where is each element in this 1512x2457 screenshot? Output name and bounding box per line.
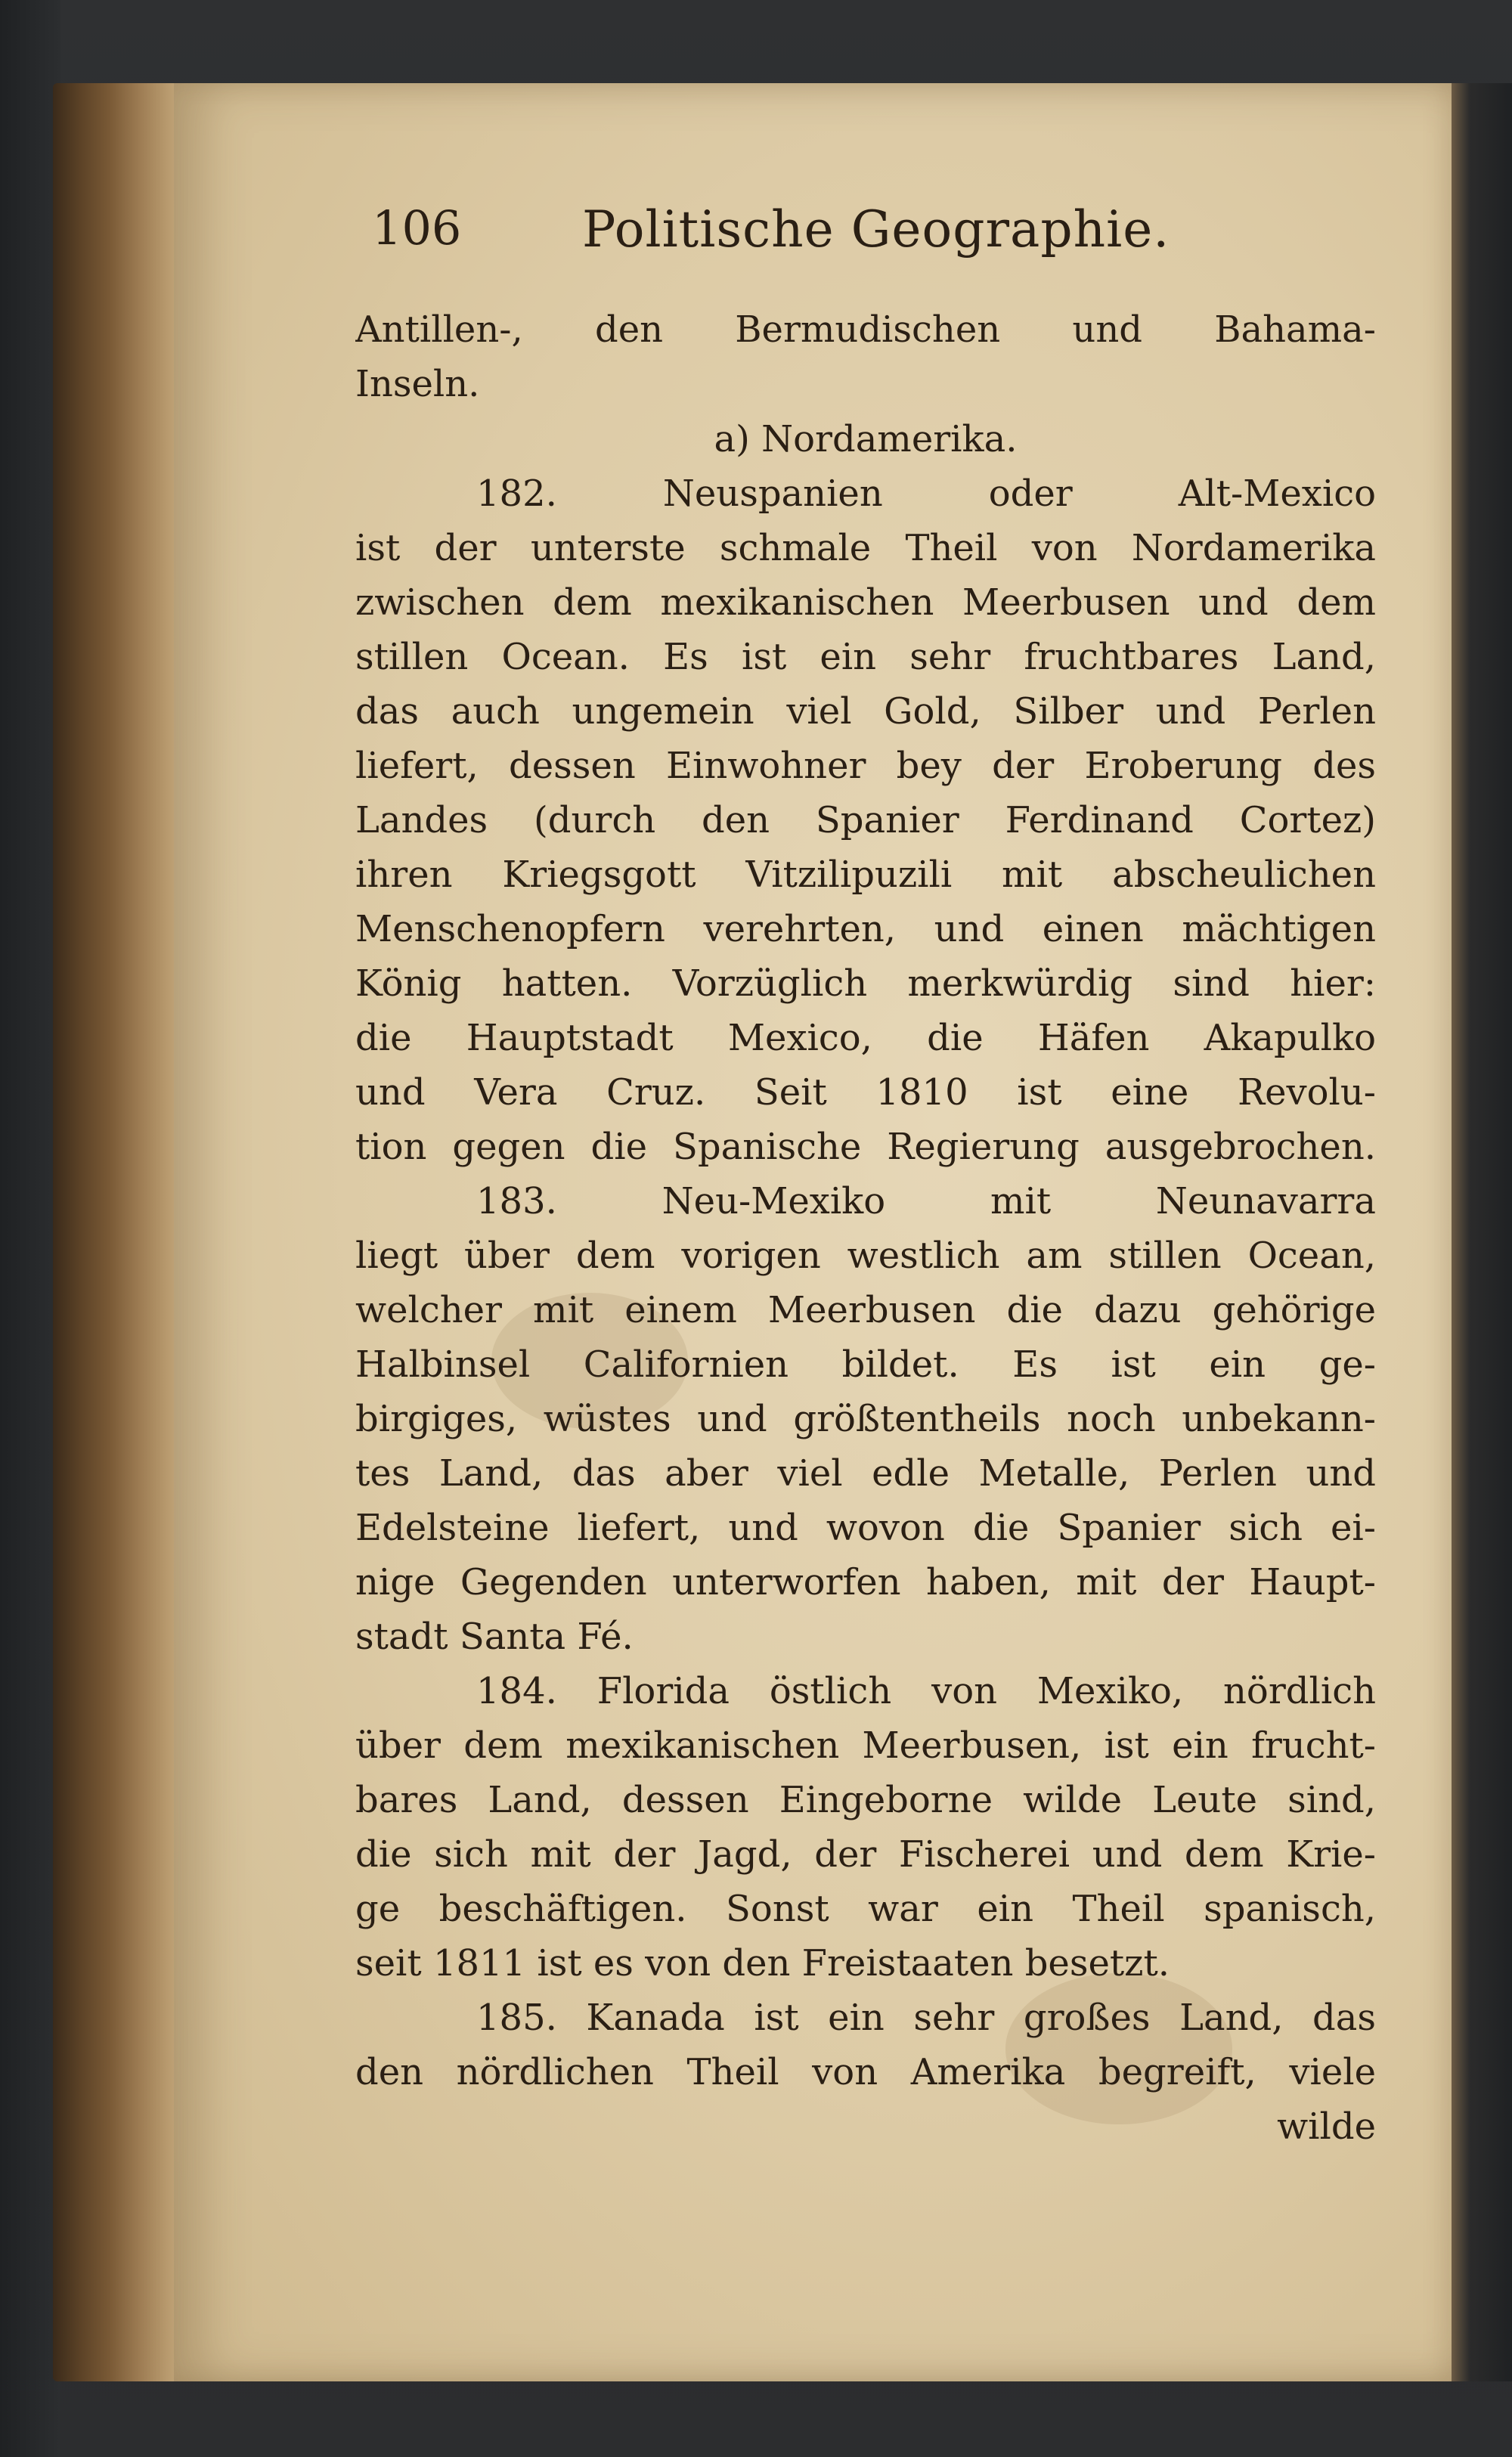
text-line: Antillen-, den Bermudischen und Bahama- [355, 308, 1376, 351]
text-line: über dem mexikanischen Meerbusen, ist ein frucht- [355, 1724, 1376, 1767]
text-line: das auch ungemein viel Gold, Silber und Perlen [355, 690, 1376, 733]
text-line: bares Land, dessen Eingeborne wilde Leute sind, [355, 1779, 1376, 1821]
page-number: 106 [372, 200, 462, 256]
text-line: Menschenopfern verehrten, und einen mächtigen [355, 908, 1376, 950]
text-line: 184. Florida östlich von Mexiko, nördlich [476, 1670, 1376, 1712]
text-line: birgiges, wüstes und größtentheils noch unbekann- [355, 1398, 1376, 1440]
text-line: die sich mit der Jagd, der Fischerei und dem Krie- [355, 1833, 1376, 1876]
text-line: die Hauptstadt Mexico, die Häfen Akapulko [355, 1017, 1376, 1059]
book-cover-edge [0, 0, 60, 2457]
text-line: tes Land, das aber viel edle Metalle, Perlen und [355, 1452, 1376, 1495]
running-title: Politische Geographie. [582, 200, 1170, 259]
text-line: König hatten. Vorzüglich merkwürdig sind hier: [355, 962, 1376, 1005]
page-header [355, 200, 1376, 284]
text-line: welcher mit einem Meerbusen die dazu gehörige [355, 1289, 1376, 1331]
text-line: und Vera Cruz. Seit 1810 ist eine Revolu- [355, 1071, 1376, 1114]
section-heading: a) Nordamerika. [714, 418, 1018, 460]
text-line: zwischen dem mexikanischen Meerbusen und dem [355, 581, 1376, 624]
text-line: 185. Kanada ist ein sehr großes Land, das [476, 1997, 1376, 2039]
catchword: wilde [1277, 2105, 1376, 2148]
text-line: Halbinsel Californien bildet. Es ist ein ge- [355, 1343, 1376, 1386]
text-line: Inseln. [355, 363, 480, 405]
text-line: tion gegen die Spanische Regierung ausgebrochen. [355, 1126, 1376, 1168]
text-line: Landes (durch den Spanier Ferdinand Cortez) [355, 799, 1376, 841]
text-line: seit 1811 ist es von den Freistaaten besetzt. [355, 1942, 1170, 1984]
text-line: liefert, dessen Einwohner bey der Eroberung des [355, 745, 1376, 787]
text-line: 182. Neuspanien oder Alt-Mexico [476, 472, 1376, 515]
text-line: liegt über dem vorigen westlich am stillen Ocean, [355, 1235, 1376, 1277]
text-line: ihren Kriegsgott Vitzilipuzili mit abscheulichen [355, 854, 1376, 896]
text-line: nige Gegenden unterworfen haben, mit der Haupt- [355, 1561, 1376, 1603]
text-line: den nördlichen Theil von Amerika begreift, viele [355, 2051, 1376, 2093]
text-line: stillen Ocean. Es ist ein sehr fruchtbares Land, [355, 636, 1376, 678]
text-line: Edelsteine liefert, und wovon die Spanier sich ei- [355, 1507, 1376, 1549]
right-scan-edge [1452, 83, 1512, 2381]
text-line: ist der unterste schmale Theil von Nordamerika [355, 527, 1376, 569]
text-line: stadt Santa Fé. [355, 1616, 634, 1658]
text-line: 183. Neu-Mexiko mit Neunavarra [476, 1180, 1376, 1222]
text-line: ge beschäftigen. Sonst war ein Theil spanisch, [355, 1888, 1376, 1930]
